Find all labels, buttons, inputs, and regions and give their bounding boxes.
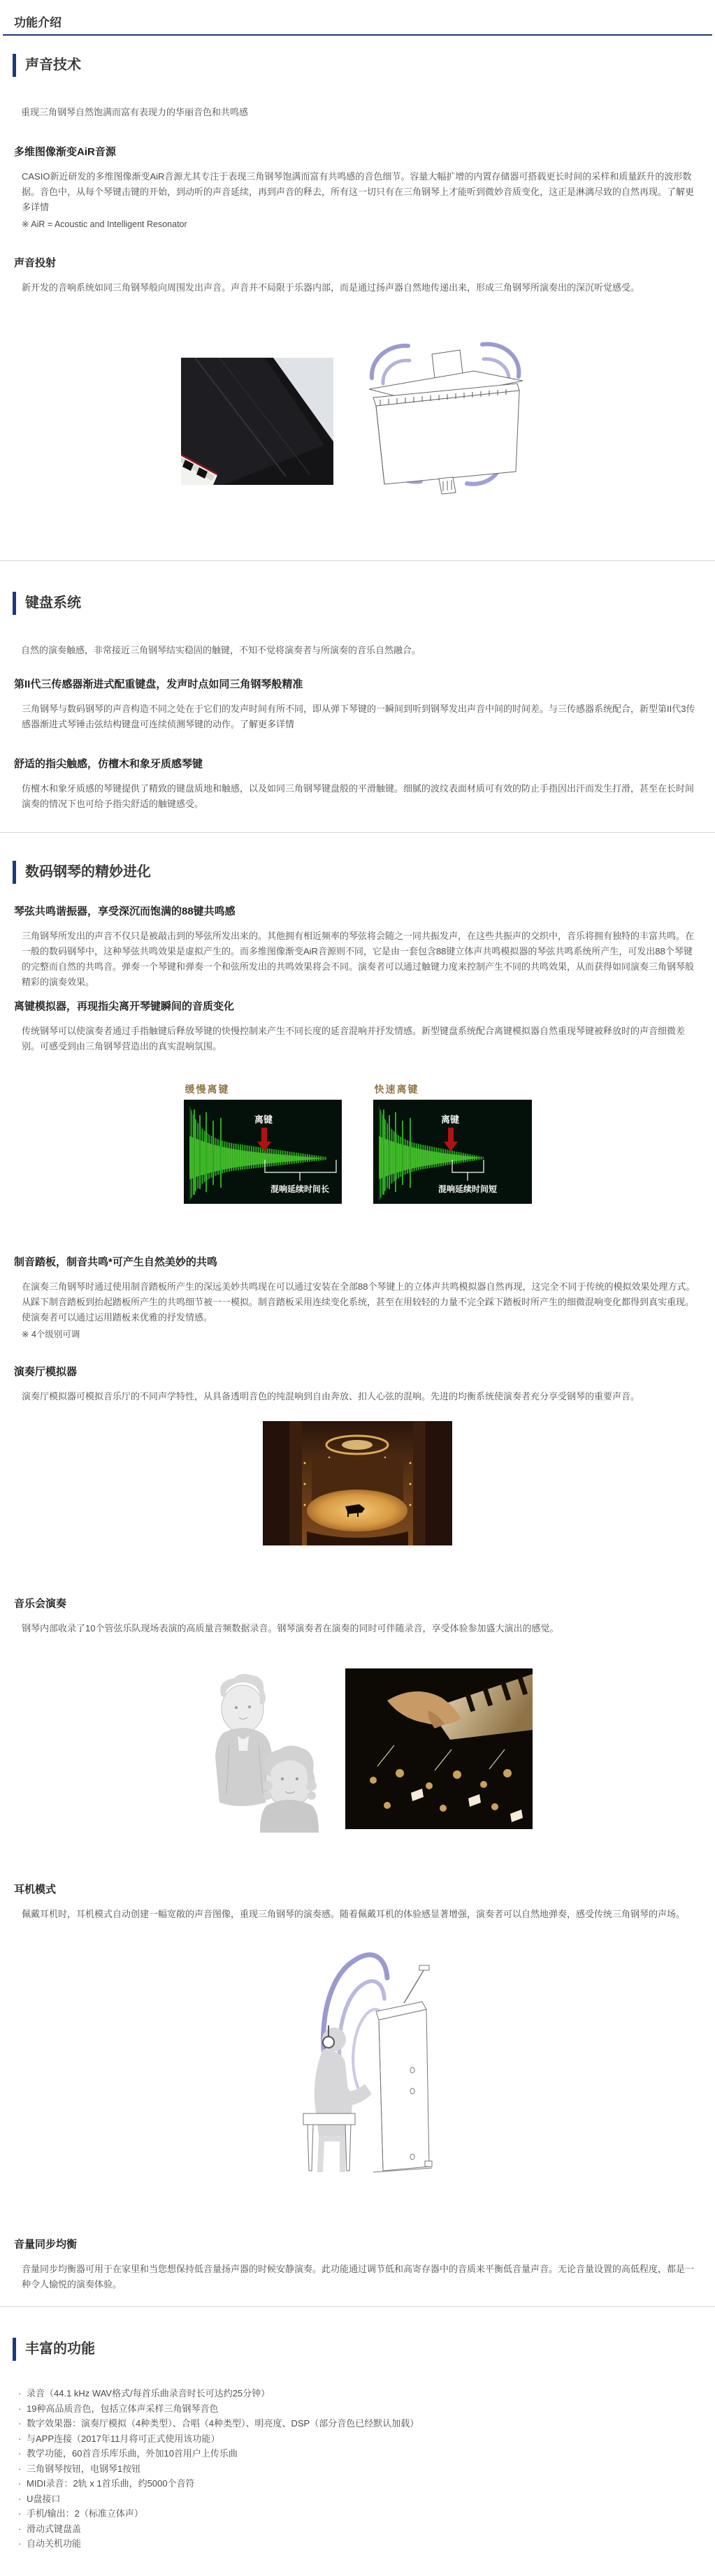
feature-intro-page	[0, 13, 715, 2559]
feature-item: · 与APP连接（2017年11月将可正式使用该功能）	[17, 2431, 698, 2447]
slow-release-spectrogram	[184, 1100, 342, 1204]
feature-item: · 数字效果器：演奏厅模拟（4种类型）、合唱（4种类型）、明亮度、DSP（部分音色已经默认加载）	[17, 2416, 698, 2431]
volume-sync-heading: 音量同步均衡	[14, 2239, 78, 2250]
slow-release-figure	[184, 1082, 342, 1204]
page-title: 功能介绍	[14, 16, 62, 29]
sound-projection-drawing	[356, 335, 534, 504]
feature-item: · 教学功能，60首音乐库乐曲，外加10首用户上传乐曲	[17, 2446, 698, 2461]
key-off-marker-label-fast: 离键	[440, 1114, 459, 1125]
air-source-heading: 多维图像渐变AiR音源	[14, 146, 116, 158]
hall-simulator-heading: 演奏厅模拟器	[14, 1366, 78, 1378]
sound-lead: 重现三角钢琴自然饱满而富有表现力的华丽音色和共鸣感	[21, 107, 249, 117]
keyboard-lead: 自然的演奏触感，非常接近三角钢琴结实稳固的触键，不知不觉将演奏者与所演奏的音乐自然融合。	[21, 645, 421, 655]
key-off-heading: 离键模拟器，再现指尖离开琴键瞬间的音质变化	[14, 1000, 235, 1012]
fast-release-label: 快速离键	[374, 1084, 419, 1095]
key-touch-heading: 舒适的指尖触感，仿檀木和象牙质感琴键	[14, 758, 203, 770]
section-title-keyboard: 键盘系统	[13, 592, 715, 615]
key-off-figures-row	[0, 1082, 715, 1204]
volume-sync-paragraph: 音量同步均衡器可用于在家里和当您想保持低音量扬声器的时候安静演奏。此功能通过调节低和高寄存器中的音质来平衡低音量声音。无论音量设置的高低程度，都是一种令人愉悦的演奏体验。	[22, 2264, 695, 2290]
tri-sensor-heading: 第II代三传感器渐进式配重键盘，发声时点如同三角钢琴般精准	[14, 678, 303, 690]
feature-item: · U盘接口	[17, 2491, 698, 2507]
feature-item: · 三角钢琴按钮，电钢琴1按钮	[17, 2461, 698, 2477]
sound-figures-row	[0, 335, 715, 504]
sound-projection-paragraph: 新开发的音响系统如同三角钢琴般向周围发出声音。声音并不局限于乐器内部，而是通过扬声器自然地传递出来，形成三角钢琴所演奏出的深沉听觉感受。	[22, 282, 640, 293]
fast-release-caption: 混响延续时间短	[438, 1184, 497, 1194]
section-divider	[0, 2306, 715, 2307]
tri-sensor-text: 三角钢琴与数码钢琴的声音构造不同之处在于它们的发声时间有所不同，即从弹下琴键的一瞬间到听到钢琴发出声音中间的时间差。与三传感器系统配合，新型第II代3传感器渐进式琴锤击弦结构键盘可连续侦测琴键的动作。	[22, 704, 695, 729]
feature-item: · MIDI录音：2轨 x 1首乐曲，约5000个音符	[17, 2476, 698, 2491]
feature-list	[17, 2386, 698, 2552]
air-source-paragraph	[22, 169, 698, 215]
headphone-mode-paragraph: 佩戴耳机时，耳机模式自动创建一幅宽敞的声音图像，重现三角钢琴的演奏感。随着佩戴耳机的体验感显著增强，演奏者可以自然地弹奏，感受传统三角钢琴的声场。	[22, 1909, 686, 1919]
key-off-paragraph: 传统钢琴可以使演奏者通过手指触键后释放琴键的快慢控制来产生不同长度的延音混响并抒发情感。新型键盘系统配合离键模拟器自然重现琴键被释放时的声音细微差别。可感受到由三角钢琴营造出的真实混响氛围。	[22, 1026, 686, 1051]
air-note: ※ AiR = Acoustic and Intelligent Resonator	[22, 219, 187, 229]
feature-item: · 19种高品质音色，包括立体声采样三角钢琴音色	[17, 2401, 698, 2417]
slow-release-caption: 混响延续时间长	[270, 1184, 329, 1194]
hall-simulator-paragraph: 演奏厅模拟器可模拟音乐厅的不同声学特性，从具备透明音色的纯混响到自由奔放、扣人心弦的混响。先进的均衡系统使演奏者充分享受钢琴的重要声音。	[22, 1391, 640, 1402]
string-resonator-paragraph: 三角钢琴所发出的声音不仅只是被敲击到的琴弦所发出来的。其他拥有相近频率的琴弦将会随之一同共振发声，在这些共振声的交织中，音乐将拥有独特的丰富共鸣。在一般的数码钢琴中，这种琴弦共鸣效果是虚拟产生的。而多维图像渐变AiR音源则不同，它是由一套包含88键立体声共鸣模拟器的琴弦共鸣系统所产生，可发出88个琴键的完整而自然的共鸣音。弹奏一个琴键和弹奏一个和弦所发出的共鸣效果将会不同。演奏者可以通过触键力度来控制产生不同的共鸣效果，从而获得如同演奏三角钢琴般精彩的演奏效果。	[22, 931, 695, 987]
piano-closeup-photo	[181, 358, 333, 485]
section-title-sound: 声音技术	[13, 54, 715, 77]
air-more-link[interactable]: 了解更多详情	[22, 187, 695, 212]
damper-pedal-heading: 制音踏板，制音共鸣*可产生自然美妙的共鸣	[14, 1256, 217, 1268]
string-resonator-heading: 琴弦共鸣谐振器，享受深沉而饱满的88键共鸣感	[14, 905, 236, 917]
section-title-evolution: 数码钢琴的精妙进化	[13, 861, 715, 884]
key-off-marker-label-slow: 离键	[254, 1114, 273, 1125]
headphone-mode-heading: 耳机模式	[14, 1884, 57, 1895]
feature-item: · 自动关机功能	[17, 2536, 698, 2552]
key-touch-paragraph: 仿檀木和象牙质感的琴键提供了精致的键盘质地和触感，以及如同三角钢琴键盘般的平滑触键。细腻的波纹表面材质可有效的防止手指因出汗而发生打滑，甚至在长时间演奏的情况下也可给予指尖舒适的触键感受。	[22, 783, 695, 809]
slow-release-label: 缓慢离键	[185, 1084, 230, 1095]
headphone-figure-row	[0, 1936, 715, 2188]
concert-hall-photo	[263, 1421, 452, 1545]
fast-release-figure	[373, 1082, 532, 1204]
feature-item: · 滑动式键盘盖	[17, 2522, 698, 2537]
composers-sketch	[183, 1668, 337, 1833]
headphone-mode-illustration	[267, 1936, 449, 2188]
orchestra-photo	[345, 1668, 533, 1829]
air-source-text: CASIO新近研发的多维图像渐变AiR音源尤其专注于表现三角钢琴饱满而富有共鸣感的音色细节。容量大幅扩增的内置存储器可搭载更长时间的采样和质量跃升的波形数据。音色中，从每个琴键击键的开始，到动听的声音延续，再到声音的释去，所有这一切只有在三角钢琴上才能听到微妙音质变化，这正是淋漓尽致的自然再现。	[22, 171, 692, 197]
damper-note: ※ 4个级别可调	[22, 1330, 80, 1339]
feature-item: · 手机/输出：2（标准立体声）	[17, 2506, 698, 2522]
feature-item: · 录音（44.1 kHz WAV格式/每首乐曲录音时长可达约25分钟）	[17, 2386, 698, 2401]
section-title-features: 丰富的功能	[13, 2338, 715, 2361]
fast-release-spectrogram	[373, 1100, 532, 1204]
sound-projection-heading: 声音投射	[14, 257, 57, 269]
section-divider	[0, 832, 715, 833]
damper-pedal-paragraph: 在演奏三角钢琴时通过使用制音踏板所产生的深远美妙共鸣现在可以通过安装在全部88个琴键上的立体声共鸣模拟器自然再现，这完全不同于传统的模拟效果处理方式。从踩下制音踏板到抬起踏板所产生的共鸣细节被一一模拟。制音踏板采用连续变化系统，甚至在用较轻的力量不完全踩下踏板时所产生的细微混响变化都得到真实重现。使演奏者可以通过运用踏板来优雅的抒发情感。	[22, 1281, 695, 1323]
title-underline	[3, 34, 712, 36]
sensor-more-link[interactable]: 了解更多详情	[240, 719, 295, 729]
concert-figures-row	[0, 1668, 715, 1833]
section-divider	[0, 560, 715, 561]
concert-play-heading: 音乐会演奏	[14, 1598, 67, 1610]
hall-figure-row	[0, 1421, 715, 1545]
tri-sensor-paragraph	[22, 701, 698, 732]
concert-play-paragraph: 钢琴内部收录了10个管弦乐队现场表演的高质量音频数据录音。钢琴演奏者在演奏的同时可伴随录音，享受体验参加盛大演出的感觉。	[22, 1623, 559, 1633]
